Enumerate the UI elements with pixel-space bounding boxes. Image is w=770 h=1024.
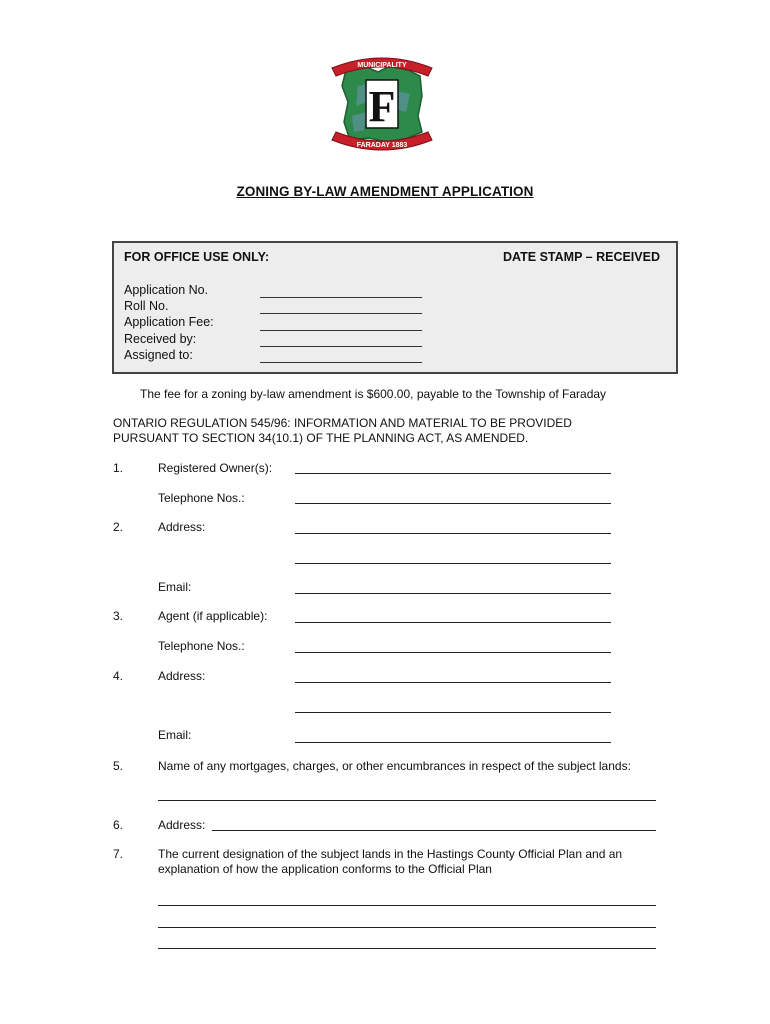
registered-owner-field[interactable] — [295, 473, 611, 474]
agent-telephone-label: Telephone Nos.: — [158, 639, 245, 653]
municipality-logo — [328, 46, 436, 162]
page-title: ZONING BY-LAW AMENDMENT APPLICATION — [236, 184, 534, 199]
item-3-number: 3. — [113, 609, 124, 623]
owner-telephone-label: Telephone Nos.: — [158, 491, 245, 505]
agent-email-label: Email: — [158, 728, 192, 742]
regulation-line-1: ONTARIO REGULATION 545/96: INFORMATION AND MATERIAL TO BE PROVIDED — [113, 416, 572, 430]
agent-address-field-1[interactable] — [295, 682, 611, 683]
encumbrances-field[interactable] — [158, 800, 656, 801]
item-4-number: 4. — [113, 669, 124, 683]
agent-address-field-2[interactable] — [295, 712, 611, 713]
encumbrance-address-label: Address: — [158, 818, 206, 832]
logo-banner-top: MUNICIPALITY — [357, 62, 407, 69]
owner-address-label: Address: — [158, 520, 206, 534]
received-by-field[interactable] — [260, 346, 422, 347]
received-by-label: Received by: — [124, 332, 197, 346]
item-7-number: 7. — [113, 847, 124, 861]
official-plan-field-1[interactable] — [158, 905, 656, 906]
owner-address-field-2[interactable] — [295, 563, 611, 564]
item-5-number: 5. — [113, 759, 124, 773]
owner-email-field[interactable] — [295, 593, 611, 594]
item-2-number: 2. — [113, 520, 124, 534]
logo-banner-bottom: FARADAY 1883 — [356, 142, 408, 149]
agent-telephone-field[interactable] — [295, 652, 611, 653]
owner-address-field-1[interactable] — [295, 533, 611, 534]
official-plan-line-1: The current designation of the subject lands in the Hastings County Official Plan and an — [158, 847, 623, 861]
item-1-number: 1. — [113, 461, 124, 475]
date-stamp-heading: DATE STAMP – RECEIVED — [503, 250, 660, 264]
regulation-line-2: PURSUANT TO SECTION 34(10.1) OF THE PLANNING ACT, AS AMENDED. — [113, 431, 529, 445]
office-use-box — [112, 241, 678, 374]
official-plan-field-2[interactable] — [158, 927, 656, 928]
office-use-heading: FOR OFFICE USE ONLY: — [124, 250, 270, 264]
encumbrances-label: Name of any mortgages, charges, or other encumbrances in respect of the subject lands: — [158, 759, 631, 773]
logo-letter: F — [368, 82, 396, 131]
application-fee-field[interactable] — [260, 330, 422, 331]
official-plan-field-3[interactable] — [158, 948, 656, 949]
assigned-to-label: Assigned to: — [124, 348, 193, 362]
agent-field[interactable] — [295, 622, 611, 623]
owner-telephone-field[interactable] — [295, 503, 611, 504]
owner-email-label: Email: — [158, 580, 192, 594]
roll-no-field[interactable] — [260, 313, 422, 314]
item-6-number: 6. — [113, 818, 124, 832]
agent-email-field[interactable] — [295, 742, 611, 743]
registered-owner-label: Registered Owner(s): — [158, 461, 273, 475]
official-plan-line-2: explanation of how the application conforms to the Official Plan — [158, 862, 492, 876]
roll-no-label: Roll No. — [124, 299, 169, 313]
application-no-label: Application No. — [124, 283, 209, 297]
application-fee-label: Application Fee: — [124, 315, 214, 329]
agent-address-label: Address: — [158, 669, 206, 683]
fee-note: The fee for a zoning by-law amendment is $600.00, payable to the Township of Faraday — [140, 387, 607, 401]
application-no-field[interactable] — [260, 297, 422, 298]
agent-label: Agent (if applicable): — [158, 609, 268, 623]
encumbrance-address-field[interactable] — [212, 830, 656, 831]
assigned-to-field[interactable] — [260, 362, 422, 363]
